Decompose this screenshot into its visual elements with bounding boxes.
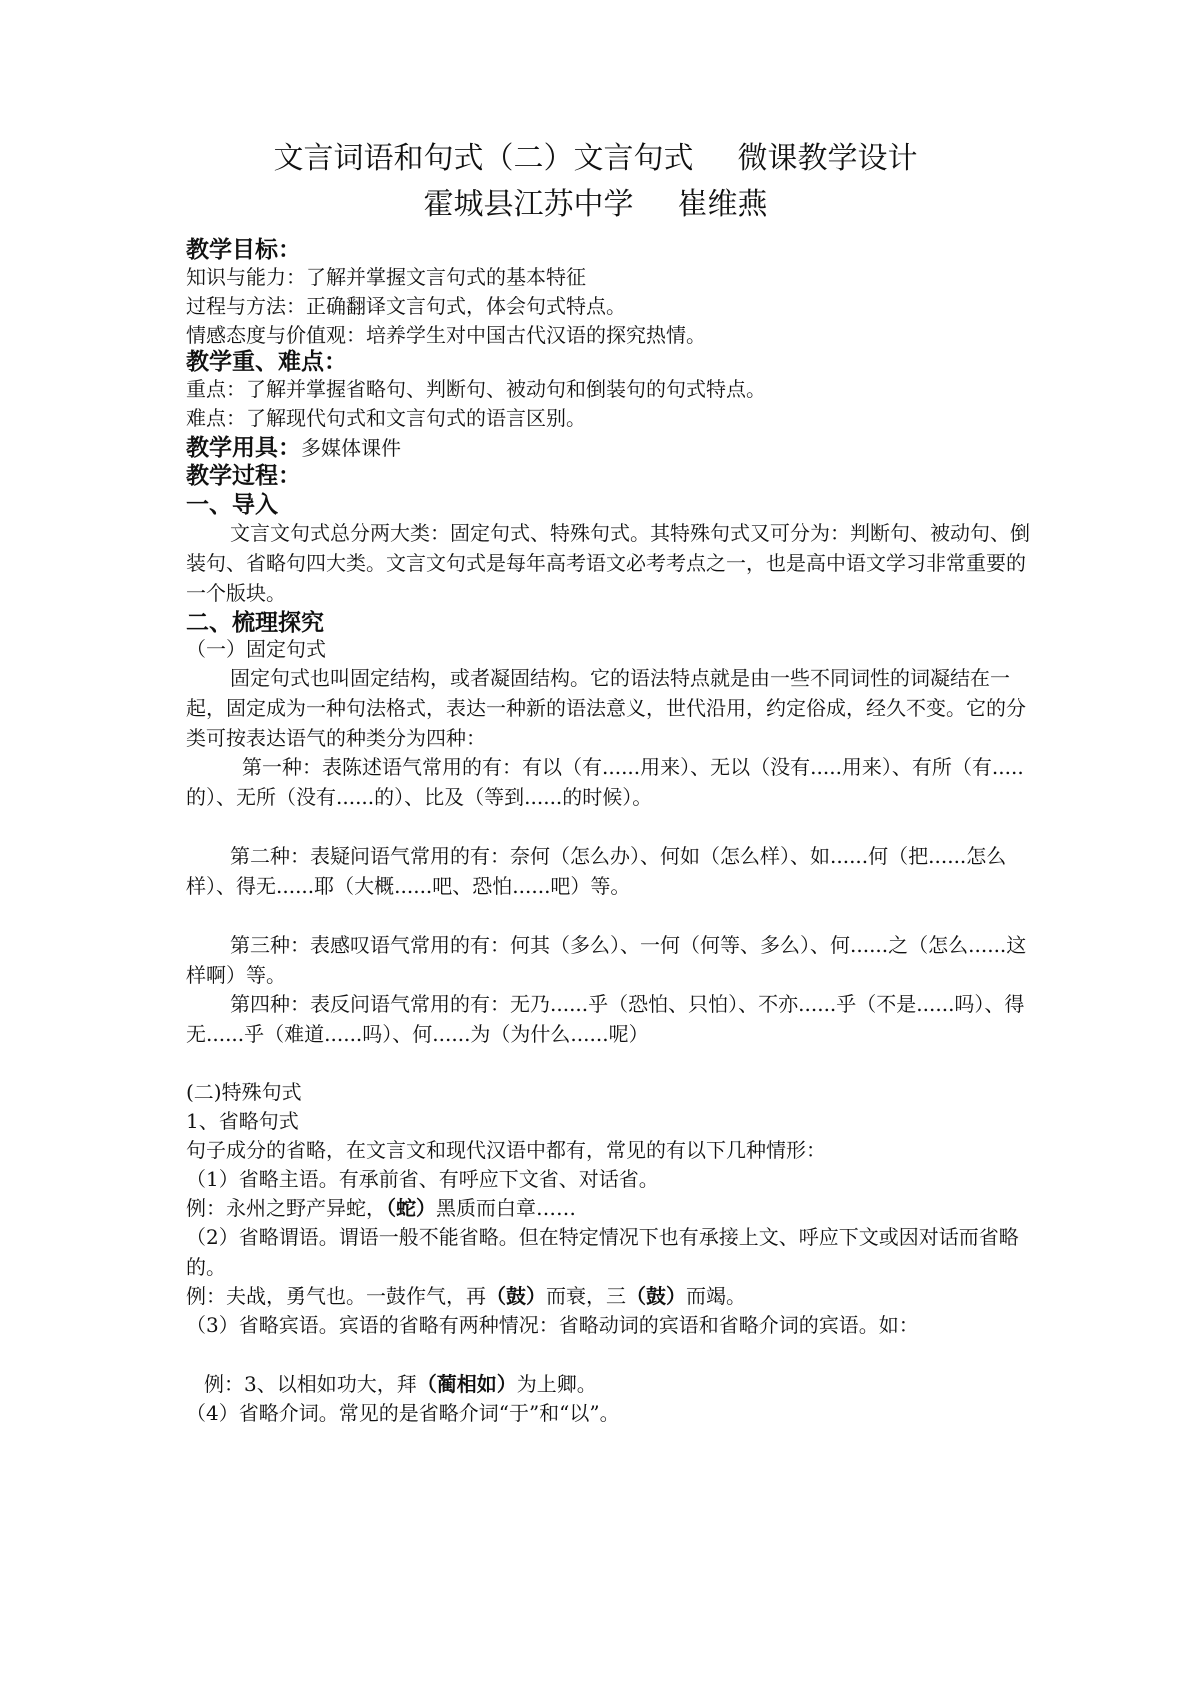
doc-author bbox=[0, 186, 1191, 224]
example-2 bbox=[186, 1281, 1031, 1311]
author-name: 崔维燕 bbox=[677, 187, 768, 222]
example-1-text: 例：永州之野产异蛇， bbox=[186, 1196, 386, 1220]
example-3-omitted: （蔺相如） bbox=[416, 1372, 517, 1396]
example-3-rest: 为上卿。 bbox=[516, 1372, 597, 1396]
tools-heading: 教学用具： bbox=[186, 435, 301, 461]
fixed-type-4: 第四种：表反问语气常用的有：无乃......乎（恐怕、只怕）、不亦......乎（不是......吗）、得无......乎（难道......吗）、何......为（为什么......呢） bbox=[186, 992, 1025, 1046]
doc-title-main: 文言词语和句式（二）文言句式 bbox=[273, 141, 694, 176]
example-2-rest: 而竭。 bbox=[686, 1284, 746, 1308]
author-school: 霍城县江苏中学 bbox=[423, 187, 634, 222]
key-heading: 教学重、难点： bbox=[186, 349, 347, 375]
example-2-mid: 而衰，三 bbox=[546, 1284, 626, 1308]
difficult-point: 难点：了解现代句式和文言句式的语言区别。 bbox=[186, 406, 586, 430]
fixed-subheading: （一）固定句式 bbox=[186, 637, 326, 661]
ellipsis-intro: 句子成分的省略，在文言文和现代汉语中都有，常见的有以下几种情形： bbox=[186, 1138, 826, 1162]
ellipsis-subject: （1）省略主语。有承前省、有呼应下文省、对话省。 bbox=[186, 1167, 659, 1191]
example-2-omitted-1: （鼓） bbox=[486, 1284, 546, 1308]
goal-emotion: 情感态度与价值观：培养学生对中国古代汉语的探究热情。 bbox=[186, 323, 706, 347]
ellipsis-predicate: （2）省略谓语。谓语一般不能省略。但在特定情况下也有承接上文、呼应下文或因对话而省略的。 bbox=[186, 1225, 1019, 1279]
example-1 bbox=[186, 1193, 1031, 1223]
doc-title bbox=[0, 140, 1191, 178]
fixed-type-2: 第二种：表疑问语气常用的有：奈何（怎么办）、何如（怎么样）、如......何（把......怎么样）、得无......耶（大概......吧、恐怕......吧）等。 bbox=[186, 844, 1007, 898]
example-1-omitted: （蛇） bbox=[386, 1196, 436, 1220]
example-3 bbox=[204, 1369, 1049, 1399]
key-point: 重点：了解并掌握省略句、判断句、被动句和倒装句的句式特点。 bbox=[186, 377, 766, 401]
example-2-omitted-2: （鼓） bbox=[626, 1284, 686, 1308]
goal-process: 过程与方法：正确翻译文言句式，体会句式特点。 bbox=[186, 294, 626, 318]
fixed-type-1: 第一种：表陈述语气常用的有：有以（有......用来）、无以（没有.....用来）、有所（有.....的）、无所（没有......的）、比及（等到......的时候）。 bbox=[186, 755, 1024, 809]
doc-title-suffix: 微课教学设计 bbox=[737, 141, 918, 176]
example-1-rest: 黑质而白章…… bbox=[436, 1196, 576, 1220]
fixed-paragraph: 固定句式也叫固定结构，或者凝固结构。它的语法特点就是由一些不同词性的词凝结在一起，固定成为一种句法格式，表达一种新的语法意义，世代沿用，约定俗成，经久不变。它的分类可按表达语气的种类分为四种： bbox=[186, 666, 1026, 750]
process-heading: 教学过程： bbox=[186, 463, 301, 489]
fixed-type-3: 第三种：表感叹语气常用的有：何其（多么）、一何（何等、多么）、何......之（怎么......这样啊）等。 bbox=[186, 933, 1027, 987]
goals-heading: 教学目标： bbox=[186, 237, 301, 263]
tools-line bbox=[186, 433, 1031, 463]
intro-paragraph: 文言文句式总分两大类：固定句式、特殊句式。其特殊句式又可分为：判断句、被动句、倒装句、省略句四大类。文言文句式是每年高考语文必考考点之一，也是高中语文学习非常重要的一个版块。 bbox=[186, 521, 1030, 605]
goal-knowledge: 知识与能力：了解并掌握文言句式的基本特征 bbox=[186, 265, 586, 289]
explore-heading: 二、梳理探究 bbox=[186, 610, 324, 636]
example-3-text: 例：3、以相如功大，拜 bbox=[204, 1372, 417, 1396]
ellipsis-object: （3）省略宾语。宾语的省略有两种情况：省略动词的宾语和省略介词的宾语。如： bbox=[186, 1313, 919, 1337]
tools-text: 多媒体课件 bbox=[301, 436, 401, 460]
ellipsis-preposition: （4）省略介词。常见的是省略介词“于”和“以”。 bbox=[186, 1401, 620, 1425]
special-subheading: (二)特殊句式 bbox=[186, 1080, 302, 1104]
intro-heading: 一、导入 bbox=[186, 492, 278, 518]
ellipsis-title: 1、省略句式 bbox=[186, 1109, 299, 1133]
example-2-text: 例：夫战，勇气也。一鼓作气，再 bbox=[186, 1284, 486, 1308]
